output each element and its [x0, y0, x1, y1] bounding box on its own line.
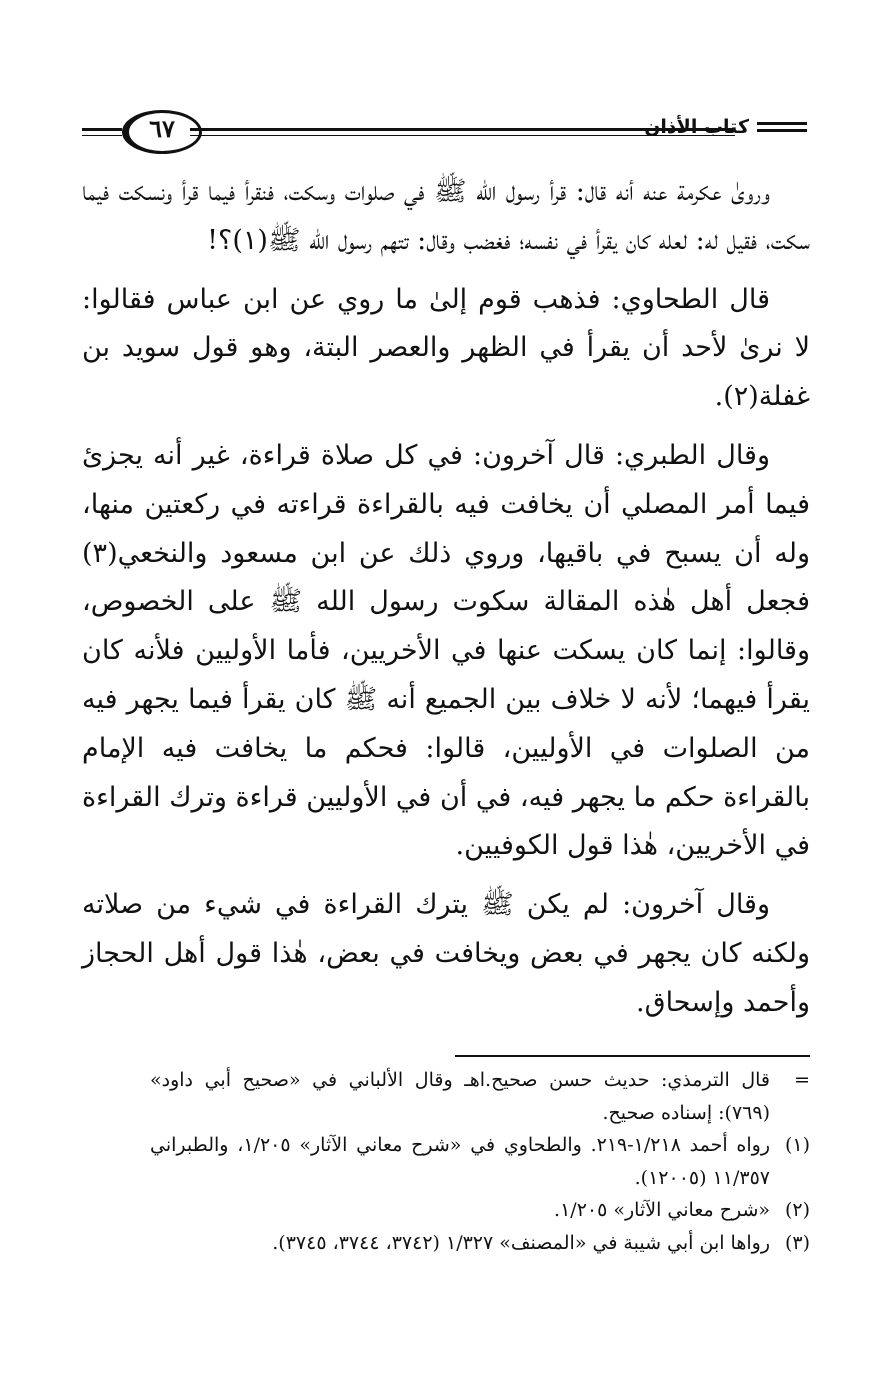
page-header [82, 108, 807, 158]
footnote [150, 1129, 810, 1194]
paragraph: وقال آخرون: لم يكن ﷺ يترك القراءة في شيء من صلاته ولكنه كان يجهر في بعض ويخافت في بعض، هٰذا قول أهل الحجاز وأحمد وإسحاق. [82, 889, 810, 1018]
footnote-mark: (٢) [784, 1199, 810, 1221]
footnote-text: «شرح معاني الآثار» ١/٢٠٥. [554, 1199, 770, 1221]
header-ornament [757, 122, 807, 134]
footnote-text: رواه أحمد ١/٢١٨-٢١٩. والطحاوي في «شرح معاني الآثار» ١/٢٠٥، والطبراني ١١/٣٥٧ (١٢٠٠٥). [150, 1134, 771, 1189]
page-number: ٦٧ [149, 114, 175, 143]
footnote-separator [455, 1055, 810, 1057]
footnote-text: رواها ابن أبي شيبة في «المصنف» ١/٣٢٧ (٣٧٤٢، ٣٧٤٤، ٣٧٤٥). [272, 1231, 770, 1254]
paragraph: وقال الطبري: قال آخرون: في كل صلاة قراءة، غير أنه يجزئ فيما أمر المصلي أن يخافت فيه بالقراءة قراءته في ركعتين منها، وله أن يسبح في باقيها، وروي ذلك عن ابن مسعود والنخعي(٣) فجعل أهل هٰذه المقالة سكوت رسول الله ﷺ على الخصوص، وقالوا: إنما كان يسكت عنها في الأخريين، فأما الأوليين فلأنه كان يقرأ فيهما؛ لأنه لا خلاف بين الجميع أنه ﷺ كان يقرأ فيما يجهر فيه من الصلوات في الأوليين، قالوا: فحكم ما يخافت فيه الإمام بالقراءة حكم ما يجهر فيه، في أن في الأوليين قراءة وترك القراءة في الأخريين، هٰذا قول الكوفيين. [82, 439, 810, 862]
footnote [150, 1194, 810, 1227]
page-number-badge [110, 108, 210, 158]
book-title: كتاب الأذان [644, 116, 749, 138]
footnote-mark: = [794, 1069, 810, 1091]
footnote-mark: (٣) [784, 1231, 810, 1254]
footnote-text: قال الترمذي: حديث حسن صحيح.اهـ وقال الألباني في «صحيح أبي داود» (٧٦٩): إسناده صحيح. [150, 1069, 770, 1124]
footnote [150, 1064, 810, 1129]
paragraph: قال الطحاوي: فذهب قوم إلىٰ ما روي عن ابن عباس فقالوا: لا نرىٰ لأحد أن يقرأ في الظهر والعصر البتة، وهو قول سويد بن غفلة(٢). [82, 283, 810, 413]
paragraph: وروىٰ عكرمة عنه أنه قال: قرأ رسول الله ﷺ في صلوات وسكت، فنقرأ فيما قرأ ونسكت فيما سكت، فقيل له: لعله كان يقرأ في نفسه؛ فغضب وقال: تتهم رسول الله ﷺ(١)؟! [82, 176, 810, 256]
footnote-mark: (١) [784, 1134, 810, 1156]
main-text [82, 168, 810, 1028]
footnotes [150, 1064, 810, 1259]
footnote [150, 1227, 810, 1260]
